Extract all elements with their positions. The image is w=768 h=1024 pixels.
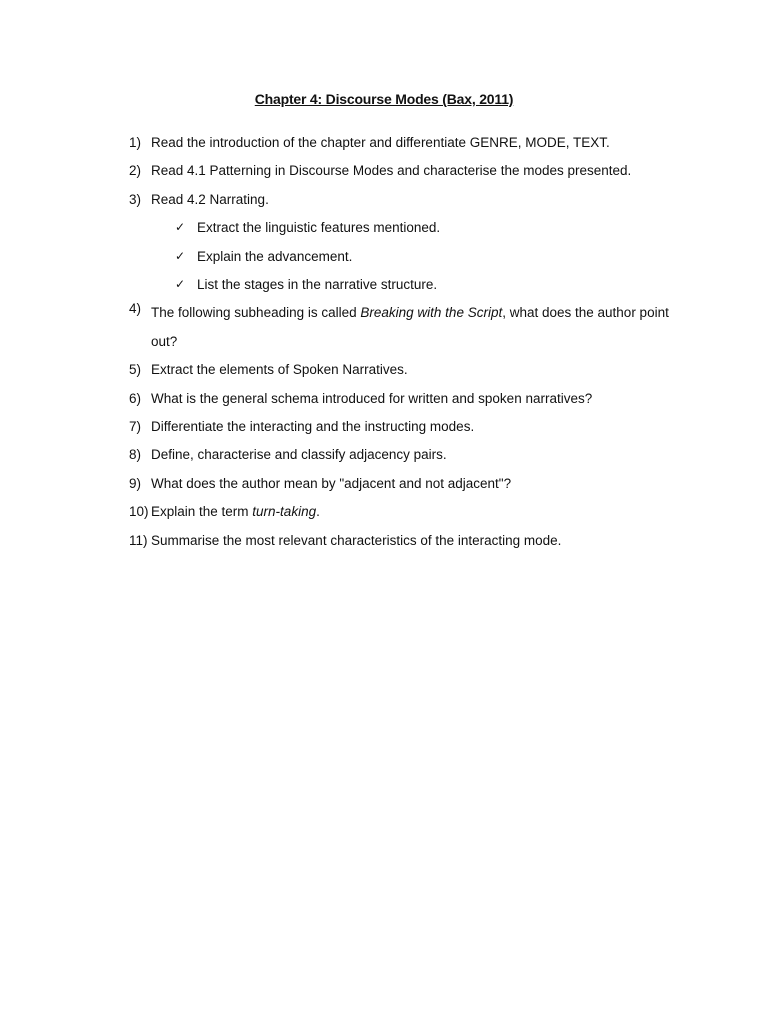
item-text: What is the general schema introduced for written and spoken narratives? [151, 390, 593, 406]
list-item [129, 133, 669, 153]
item-text-part: The following subheading is called [151, 305, 361, 321]
list-item [129, 502, 669, 522]
checklist-item [173, 275, 669, 295]
item-text-part: . [316, 504, 320, 520]
list-item [129, 389, 669, 409]
item-text: Read the introduction of the chapter and differentiate GENRE, MODE, TEXT. [151, 135, 610, 150]
list-item [129, 445, 669, 465]
check-icon: ✓ [175, 248, 186, 263]
item-text-italic: Breaking with the Script [360, 305, 503, 321]
item-number: 7) [129, 418, 142, 434]
item-number: 8) [129, 447, 142, 463]
item-number: 1) [129, 135, 142, 150]
item-text-part: Explain the term [151, 504, 253, 520]
document-title: Chapter 4: Discourse Modes (Bax, 2011) [254, 91, 514, 107]
item-text-italic: turn-taking [252, 504, 317, 520]
item-number: 3) [129, 191, 142, 207]
checklist-item [173, 247, 669, 267]
checklist-item-text: Extract the linguistic features mentioned. [197, 220, 441, 236]
checklist-item [173, 218, 669, 238]
list-item [129, 531, 669, 551]
item-text: Differentiate the interacting and the instructing modes. [151, 418, 475, 434]
item-number: 5) [129, 362, 142, 378]
list-item [129, 161, 669, 181]
list-item [129, 417, 669, 437]
item-text: Read 4.2 Narrating. [151, 191, 269, 207]
item-text: Summarise the most relevant characteristics of the interacting mode. [151, 532, 562, 548]
list-item [129, 474, 669, 494]
item-text-part: , what does the author point out? [151, 305, 669, 349]
item-number: 10) [129, 504, 149, 520]
question-list [129, 133, 669, 559]
item-number: 11) [129, 532, 148, 548]
checklist [151, 218, 669, 295]
item-number: 6) [129, 390, 142, 406]
item-text [151, 299, 669, 356]
list-item [129, 299, 669, 356]
item-number: 4) [129, 301, 142, 317]
item-text [151, 502, 669, 522]
item-number: 2) [129, 163, 142, 179]
checklist-item-text: Explain the advancement. [197, 248, 353, 264]
item-text: What does the author mean by "adjacent and not adjacent"? [151, 475, 512, 491]
item-number: 9) [129, 475, 142, 491]
check-icon: ✓ [175, 276, 186, 291]
check-icon: ✓ [175, 220, 186, 235]
item-text: Define, characterise and classify adjacency pairs. [151, 447, 447, 463]
item-text: Extract the elements of Spoken Narratives. [151, 362, 408, 378]
item-text: Read 4.1 Patterning in Discourse Modes and characterise the modes presented. [151, 163, 632, 179]
list-item [129, 360, 669, 380]
checklist-item-text: List the stages in the narrative structure. [197, 276, 438, 292]
list-item [129, 190, 669, 295]
